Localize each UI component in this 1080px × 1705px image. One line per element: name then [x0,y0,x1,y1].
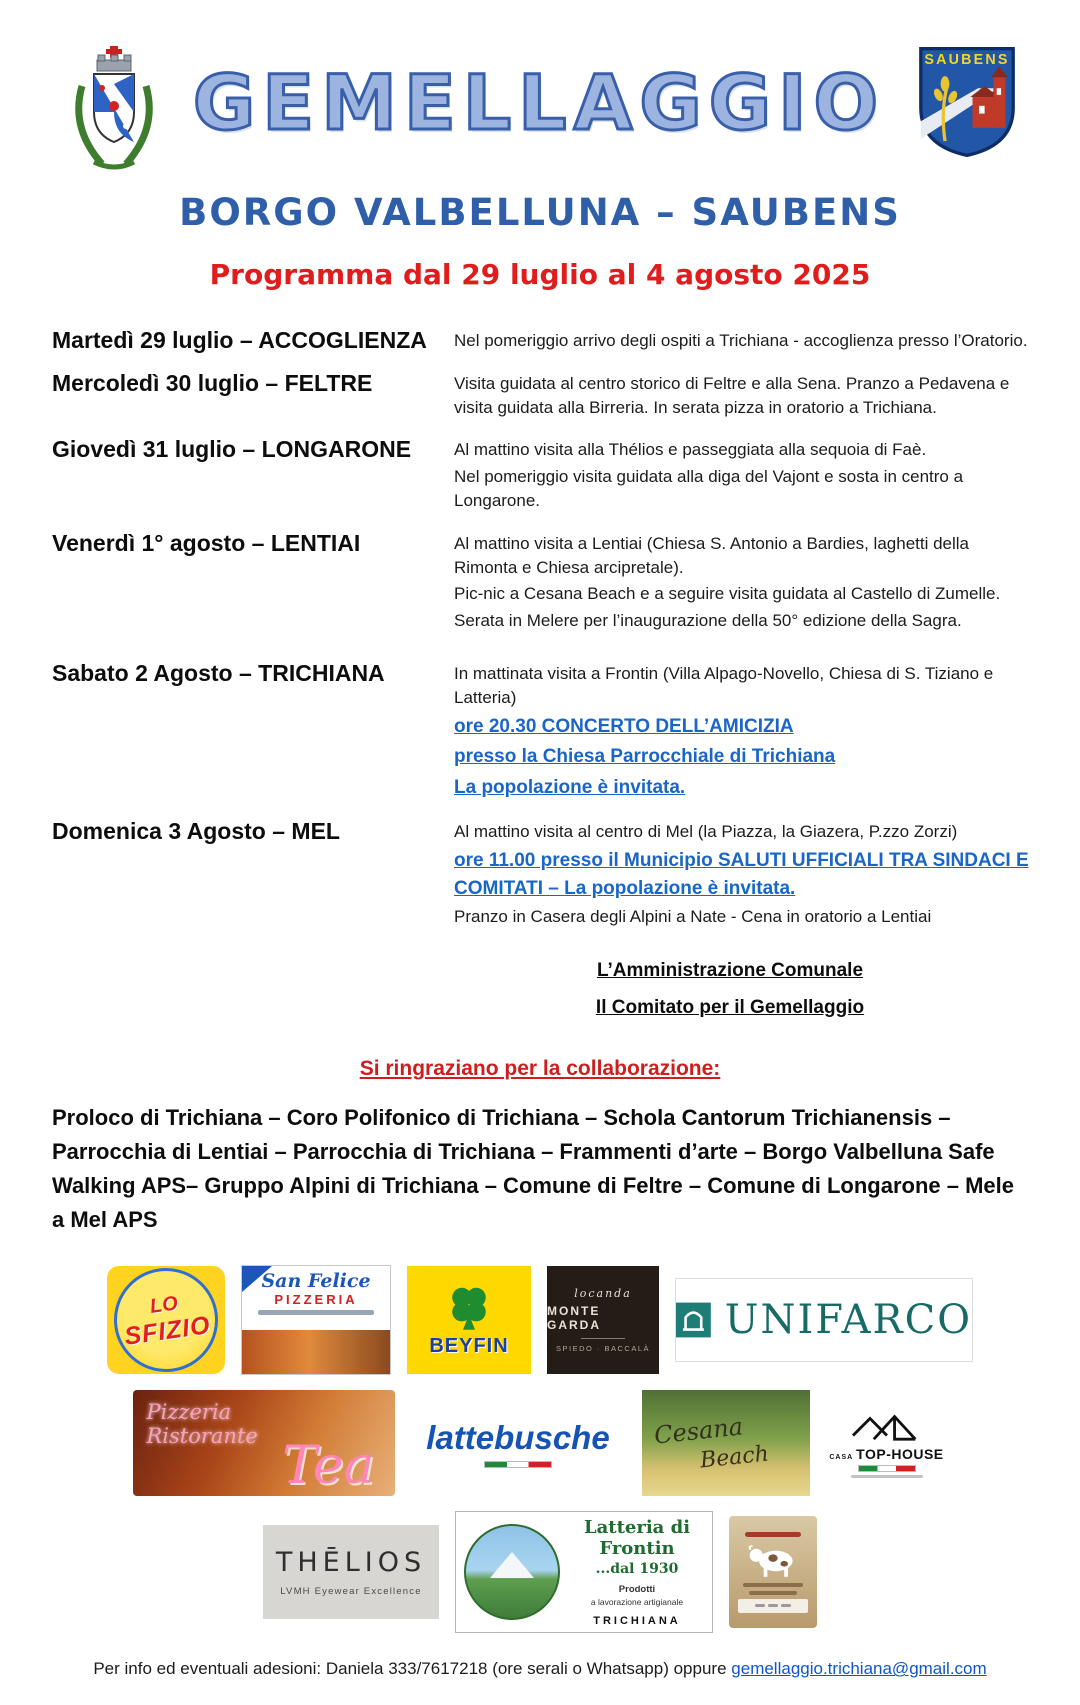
program-row-giovedi [52,436,1030,515]
sponsor-logo-top-house [826,1397,948,1489]
cow-badge-dash [755,1604,765,1607]
page-title: GEMELLAGGIO [192,58,886,147]
monte-garda-locanda: locanda [574,1287,632,1301]
top-house-name: TOP-HOUSE [856,1445,944,1462]
program-day-description [454,436,1030,515]
subtitle: BORGO VALBELLUNA – SAUBENS [179,191,901,234]
program-highlight: presso la Chiesa Parrocchiale di Trichiana [454,746,836,768]
program-highlight: La popolazione è invitata. [454,776,686,798]
cow-badge-footer-strip [738,1599,808,1613]
program-text: Serata in Melere per l’inaugurazione della 50° edizione della Sagra. [454,611,962,631]
frontin-trichiana: TRICHIANA [593,1615,681,1628]
lo-sfizio-text: LO [148,1292,180,1319]
signature-comitato: Il Comitato per il Gemellaggio [595,996,865,1018]
program-day-description [454,327,1030,356]
sponsor-logo-monte-garda [547,1266,659,1374]
program-text: Al mattino visita alla Thélios e passeggiata alla sequoia di Faè. [454,440,927,460]
frontin-name: Latteria di Frontin [583,1517,691,1560]
beyfin-label: BEYFIN [429,1334,509,1357]
program-day-label: Domenica 3 Agosto – MEL [52,818,340,845]
unifarco-label: UNIFARCO [724,1297,972,1344]
program-text: Pic-nic a Cesana Beach e a seguire visita guidata al Castello di Zumelle. [454,584,1001,604]
program-row-martedi [52,327,1030,356]
sponsor-logo-thelios [263,1525,439,1619]
cesana-line: Cesana [652,1412,744,1450]
lattebusche-label: lattebusche [426,1418,610,1456]
sponsor-logo-unifarco [675,1278,973,1362]
program-highlight: ore 20.30 CONCERTO DELL’AMICIZIA [454,715,794,737]
program-text: In mattinata visita a Frontin (Villa Alpago-Novello, Chiesa di S. Tiziano e Latteria) [454,663,994,707]
frontin-text-block [570,1517,704,1627]
thelios-subtitle: LVMH Eyewear Excellence [280,1586,422,1598]
sponsor-logo-latteria-frontin [455,1511,713,1633]
clover-icon [445,1283,493,1331]
program-day-description [454,530,1030,636]
saubens-crest-icon [912,44,1022,165]
program-row-venerdi [52,530,1030,636]
footer-contact [0,1659,1080,1679]
san-felice-food-photo [242,1330,390,1374]
program-day-description [454,660,1030,804]
program-row-domenica [52,818,1030,932]
program-text: Pranzo in Casera degli Alpini a Nate - Cena in oratorio a Lentiai [454,907,932,927]
footer-text: Per info ed eventuali adesioni: Daniela 333/7617218 (ore serali o Whatsapp) oppure [93,1659,727,1679]
program-schedule [52,327,1030,932]
program-day-label: Mercoledì 30 luglio – FELTRE [52,369,373,396]
cow-badge-text-line [749,1591,797,1595]
program-day-label: Sabato 2 Agosto – TRICHIANA [52,659,385,686]
unifarco-icon [676,1294,711,1346]
cow-badge-dash [768,1604,778,1607]
program-highlight: ore 11.00 presso il Municipio SALUTI UFFICIALI TRA SINDACI E COMITATI – La popolazione è invitata. [454,850,1029,899]
program-day-label: Giovedì 31 luglio – LONGARONE [52,436,412,463]
cesana-line: Beach [698,1441,770,1474]
frontin-prodotti: Prodotti [618,1584,656,1596]
san-felice-subtitle: PIZZERIA [274,1292,358,1308]
san-felice-flag-shape [242,1266,272,1292]
program-text: Al mattino visita a Lentiai (Chiesa S. Antonio a Bardies, laghetti della Rimonta e Chiesa arcipretale). [454,533,970,577]
san-felice-fineprint-lines [258,1310,373,1315]
sponsor-logo-lattebusche [411,1406,626,1480]
san-felice-name: San Felice [261,1270,371,1293]
program-text: Al mattino visita al centro di Mel (la Piazza, la Giazera, P.zzo Zorzi) [454,822,958,842]
header [0,0,1080,181]
monte-garda-name: MONTE GARDA [547,1304,601,1333]
sponsor-logo-cow-badge [729,1516,817,1628]
sponsor-logo-cesana-beach [642,1390,810,1496]
saubens-crest-label: SAUBENS [924,52,1010,69]
program-day-label: Martedì 29 luglio – ACCOGLIENZA [52,327,427,353]
frontin-year: ...dal 1930 [595,1561,679,1578]
monte-garda-divider [581,1338,625,1339]
cow-badge-script-line [745,1532,801,1537]
tea-name: Tea [282,1436,375,1497]
italian-flag-bar [484,1461,552,1468]
italian-flag-bar [858,1465,916,1472]
cow-icon [745,1541,801,1579]
program-text: Visita guidata al centro storico di Feltre e alla Sena. Pranzo a Pedavena e visita guidata alla Birreria. In serata pizza in oratorio a Trichiana. [454,373,1010,417]
signatures [430,960,1030,1019]
program-day-label: Venerdì 1° agosto – LENTIAI [52,529,361,556]
top-house-tagline-line [851,1475,923,1478]
cow-badge-dash [781,1604,791,1607]
sponsor-row-1 [107,1265,973,1375]
lo-sfizio-badge [107,1266,224,1374]
thanks-heading: Si ringraziano per la collaborazione: [359,1056,721,1080]
program-row-mercoledi [52,370,1030,423]
borgo-valbelluna-crest-icon [62,44,166,181]
top-house-roof-icon [848,1409,926,1443]
thanks-body: Proloco di Trichiana – Coro Polifonico di Trichiana – Schola Cantorum Trichianensis – Parrocchia di Lentiai – Parrocchia di Trichiana – Frammenti d’arte – Borgo Valbelluna Safe Walking APS– Gruppo Alpini di Trichiana – Comune di Feltre – Comune di Longarone – Mele a Mel APS [52,1104,1015,1233]
sponsor-logo-san-felice [241,1265,391,1375]
monte-garda-tagline: SPIEDO · BACCALÀ [555,1344,651,1354]
program-text: Nel pomeriggio arrivo degli ospiti a Trichiana - accoglienza presso l’Oratorio. [454,331,1028,350]
top-house-name-row [829,1446,943,1462]
sponsor-row-3 [263,1511,817,1633]
frontin-artigianale: a lavorazione artigianale [590,1597,684,1608]
program-text: Nel pomeriggio visita guidata alla diga del Vajont e sosta in centro a Longarone. [454,467,964,510]
sponsor-row-2 [133,1390,948,1496]
program-heading: Programma dal 29 luglio al 4 agosto 2025 [209,258,871,291]
tea-line: Ristorante [146,1424,258,1449]
email-link[interactable]: gemellaggio.trichiana@gmail.com [731,1659,987,1679]
frontin-mountain-badge [464,1524,560,1620]
sponsor-logo-pizzeria-tea [133,1390,395,1496]
sponsor-logo-beyfin [407,1266,531,1374]
program-day-description [454,370,1030,423]
cow-badge-text-line [743,1583,803,1587]
program-row-sabato [52,660,1030,804]
sponsor-logo-lo-sfizio [107,1266,225,1374]
thelios-label: THĒLIOS [275,1547,427,1579]
lo-sfizio-text: SFIZIO [122,1311,213,1352]
tea-text-block [147,1400,258,1448]
tea-line: Pizzeria [146,1400,232,1425]
signature-amministrazione: L’Amministrazione Comunale [596,959,864,981]
sponsor-logos [0,1265,1080,1633]
program-day-description [454,818,1030,932]
top-house-casa: CASA [829,1453,854,1461]
